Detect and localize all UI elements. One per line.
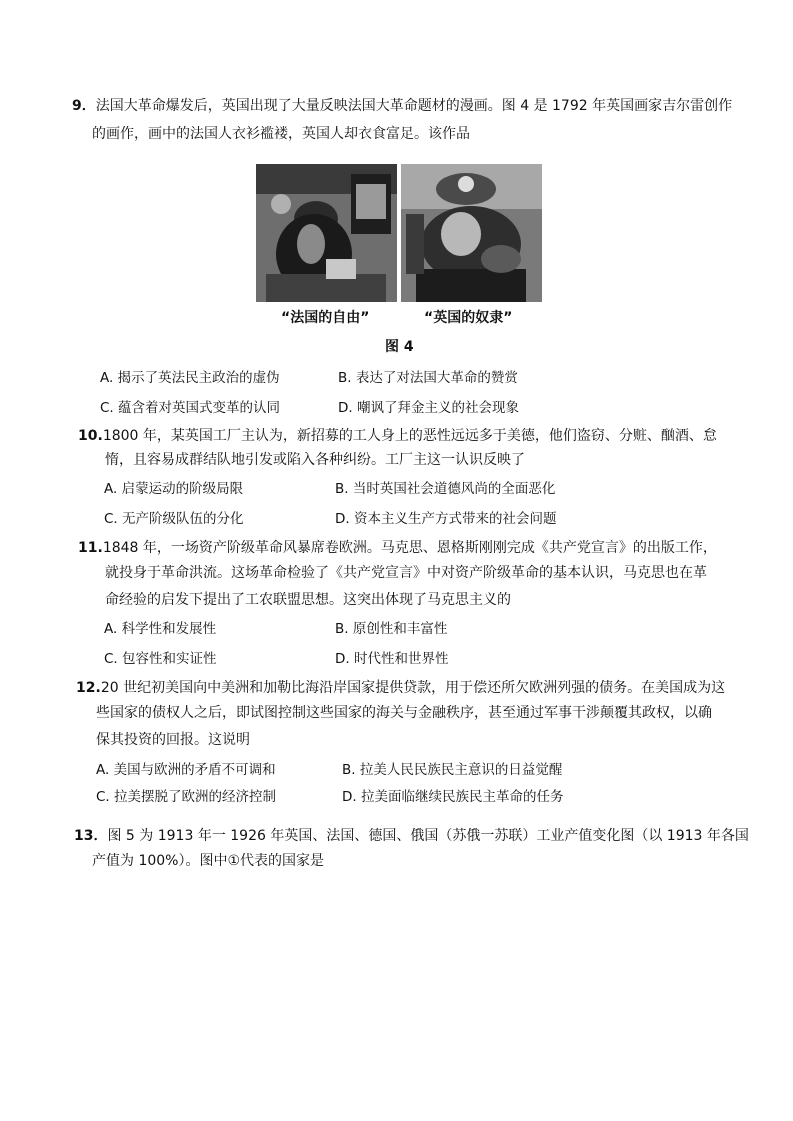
q13-stem-line1: 13．图 5 为 1913 年一 1926 年英国、法国、德国、俄国（苏俄一苏联）工业产值变化图（以 1913 年各国 [74, 828, 749, 844]
q11-option-c[interactable]: C. 包容性和实证性 [104, 651, 217, 667]
q9-number: 9． [72, 98, 96, 114]
q10-stem-line1: 10.1800 年，某英国工厂主认为，新招募的工人身上的恶性远远多于美德，他们盗窃、分赃、酗酒、怠 [78, 428, 717, 444]
q10-option-c[interactable]: C. 无产阶级队伍的分化 [104, 511, 244, 527]
q9-figure [256, 164, 542, 302]
q11-option-a[interactable]: A. 科学性和发展性 [104, 621, 217, 637]
q11-option-d[interactable]: D. 时代性和世界性 [335, 651, 449, 667]
cartoon-english-slavery [401, 164, 542, 302]
q10-number: 10. [78, 428, 103, 444]
q9-option-c[interactable]: C. 蕴含着对英国式变革的认同 [100, 400, 281, 416]
q12-number: 12. [76, 680, 101, 696]
q10-option-b[interactable]: B. 当时英国社会道德风尚的全面恶化 [335, 481, 556, 497]
q10-option-d[interactable]: D. 资本主义生产方式带来的社会问题 [335, 511, 557, 527]
q12-option-a[interactable]: A. 美国与欧洲的矛盾不可调和 [96, 762, 276, 778]
q10-stem-line2: 惰，且容易成群结队地引发或陷入各种纠纷。工厂主这一认识反映了 [105, 452, 525, 468]
figure-caption-left: “法国的自由” [281, 310, 370, 326]
q12-option-d[interactable]: D. 拉美面临继续民族民主革命的任务 [342, 789, 564, 805]
q12-stem-line2: 些国家的债权人之后，即试图控制这些国家的海关与金融秩序，甚至通过军事干涉颠覆其政权，以确 [96, 705, 712, 721]
q12-stem-line3: 保其投资的回报。这说明 [96, 732, 250, 748]
q13-number: 13． [74, 828, 108, 844]
q10-option-a[interactable]: A. 启蒙运动的阶级局限 [104, 481, 244, 497]
q12-stem-line1: 12.20 世纪初美国向中美洲和加勒比海沿岸国家提供贷款，用于偿还所欠欧洲列强的债务。在美国成为这 [76, 680, 726, 696]
figure-label: 图 4 [385, 339, 414, 355]
q9-option-a[interactable]: A. 揭示了英法民主政治的虚伪 [100, 370, 280, 386]
q9-stem-line2: 的画作，画中的法国人衣衫褴褛，英国人却衣食富足。该作品 [92, 126, 470, 142]
q9-option-b[interactable]: B. 表达了对法国大革命的赞赏 [338, 370, 518, 386]
q11-number: 11. [78, 540, 103, 556]
q12-option-c[interactable]: C. 拉美摆脱了欧洲的经济控制 [96, 789, 277, 805]
q11-stem-line3: 命经验的启发下提出了工农联盟思想。这突出体现了马克思主义的 [105, 592, 511, 608]
q13-stem-line2: 产值为 100%）。图中①代表的国家是 [92, 853, 325, 869]
cartoon-french-liberty [256, 164, 397, 302]
q11-option-b[interactable]: B. 原创性和丰富性 [335, 621, 448, 637]
q11-stem-line1: 11.1848 年，一场资产阶级革命风暴席卷欧洲。马克思、恩格斯刚刚完成《共产党宣言》的出版工作， [78, 540, 717, 556]
q9-stem-line1: 9．法国大革命爆发后，英国出现了大量反映法国大革命题材的漫画。图 4 是 1792 年英国画家吉尔雷创作 [72, 98, 733, 114]
q12-option-b[interactable]: B. 拉美人民民族民主意识的日益觉醒 [342, 762, 563, 778]
q11-stem-line2: 就投身于革命洪流。这场革命检验了《共产党宣言》中对资产阶级革命的基本认识，马克思也在革 [105, 565, 707, 581]
q9-option-d[interactable]: D. 嘲讽了拜金主义的社会现象 [338, 400, 519, 416]
figure-caption-right: “英国的奴隶” [424, 310, 513, 326]
